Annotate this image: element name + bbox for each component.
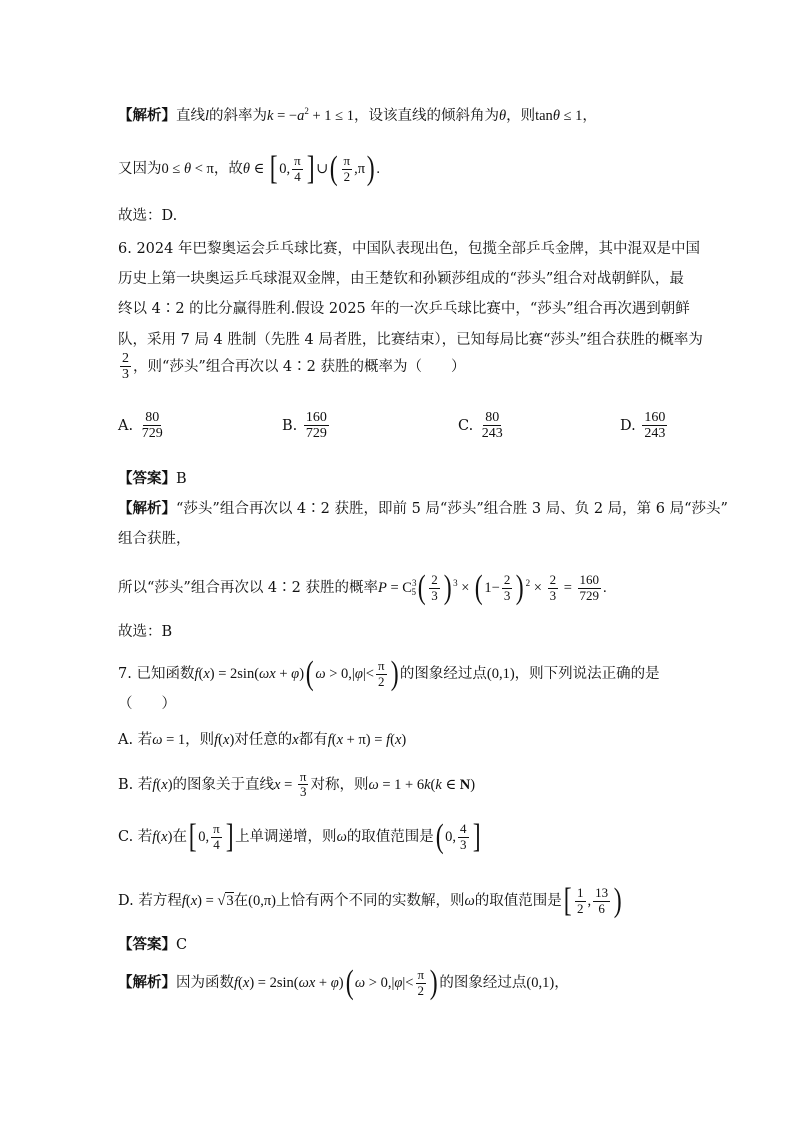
q7-option-a[interactable]: A. 若ω = 1，则f(x)对任意的x都有f(x + π) = f(x) xyxy=(118,732,407,748)
q6-option-c[interactable]: C. $\frac{80}{243}$ xyxy=(458,410,503,442)
q7-option-d[interactable]: D. 若方程f(x) = √3在(0,π)上恰有两个不同的实数解，则ω的取值范围是[ $\frac{1}{2}$ , $\frac{13}{6}$ ) xyxy=(118,882,622,919)
q6-answer: 【答案】B xyxy=(118,470,187,487)
analysis-tag: 【解析】 xyxy=(118,106,176,124)
q6-stem-line5: $\frac{2}{3}$ ，则“莎头”组合再次以 4∶2 获胜的概率为（ ） xyxy=(122,351,466,383)
q7-answer: 【答案】C xyxy=(118,936,188,953)
q7-stem-line1: 7. 已知函数f(x) = 2sin(ωx + φ)( ω > 0,|φ|< $\frac{\pi}{2}$ ) 的图象经过点(0,1)，则下列说法正确的是 xyxy=(118,655,660,692)
q5-choose: 故选：D. xyxy=(118,208,178,224)
q6-analysis-line2: 组合获胜， xyxy=(118,531,191,547)
q7-option-c[interactable]: C. 若f(x)在[ 0, $\frac{\pi}{4}$ ] 上单调递增，则ω的取值范围是( 0, $\frac{4}{3}$ ] xyxy=(118,818,481,855)
q6-choose: 故选：B xyxy=(118,624,173,640)
q6-analysis-line1: 【解析】“莎头”组合再次以 4∶2 获胜，即前 5 局“莎头”组合胜 3 局、负 2 局，第 6 局“莎头” xyxy=(118,500,728,517)
q6-analysis-formula: 所以“莎头”组合再次以 4∶2 获胜的概率$P = C^3_5$( $\frac{2}{3}$ ) $^3$ × ( 1− $\frac{2}{3}$ ) $^2$ × $\frac{2}{3}$ = $\frac{160}{729}$ . xyxy=(118,569,607,606)
q7-option-b[interactable]: B. 若f(x)的图象关于直线x = $\frac{\pi}{3}$ 对称，则ω = 1 + 6k(k ∈ N) xyxy=(118,769,476,800)
slope-formula: k xyxy=(267,107,274,124)
q6-option-b[interactable]: B. $\frac{160}{729}$ xyxy=(282,410,327,442)
q7-analysis-line1: 【解析】因为函数f(x) = 2sin(ωx + φ)( ω > 0,|φ|< $\frac{\pi}{2}$ ) 的图象经过点(0,1)， xyxy=(118,964,569,1001)
q7-stem-line2: （ ） xyxy=(118,696,176,712)
q6-stem-line3: 终以 4∶2 的比分赢得胜利.假设 2025 年的一次乒乓球比赛中，“莎头”组合再次遇到朝鲜 xyxy=(118,301,690,317)
q6-option-d[interactable]: D. $\frac{160}{243}$ xyxy=(620,410,666,442)
q6-stem-line2: 历史上第一块奥运乒乓球混双金牌，由王楚钦和孙颖莎组成的“莎头”组合对战朝鲜队，最 xyxy=(118,271,684,287)
q5-analysis-line1: 【解析】直线l的斜率为$k = -a^2 + 1 \le 1$，设该直线的倾斜角为θ，则tanθ ≤ 1， xyxy=(118,106,597,124)
q6-stem-line1: 6. 2024 年巴黎奥运会乒乓球比赛，中国队表现出色，包揽全部乒乓金牌，其中混双是中国 xyxy=(118,241,700,257)
q5-analysis-line2: 又因为0 ≤ θ < π，故θ ∈ [ 0, $\frac{\pi}{4}$ ] ∪( $\frac{\pi}{2}$ ,π) . xyxy=(118,150,381,187)
q6-option-a[interactable]: A. $\frac{80}{729}$ xyxy=(118,410,163,442)
q6-stem-line4: 队，采用 7 局 4 胜制（先胜 4 局者胜，比赛结束），已知每局比赛“莎头”组合获胜的概率为 xyxy=(118,332,703,348)
